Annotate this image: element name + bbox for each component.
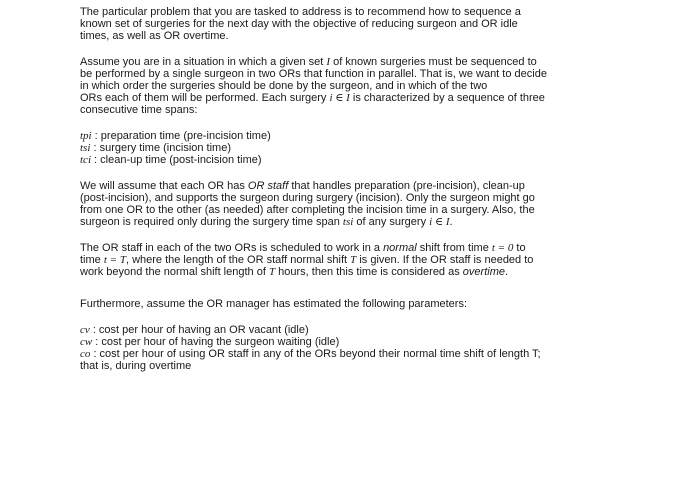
list-item-continuation: that is, during overtime [80, 360, 192, 372]
list-item: cw : cost per hour of having the surgeon waiting (idle) [80, 336, 340, 348]
text-line: surgeon is required only during the surgery time span tsi of any surgery i ∈ I. [80, 216, 453, 228]
math-symbol: tsi [342, 216, 354, 228]
text-line: work beyond the normal shift length of T hours, then this time is considered as overtime. [80, 266, 509, 278]
text-line: Assume you are in a situation in which a given set I of known surgeries must be sequenced to [80, 56, 537, 68]
math-symbol: tpi [80, 130, 92, 142]
math-expression: t = T [103, 254, 126, 266]
paragraph-assumption [80, 56, 620, 116]
text-line: known set of surgeries for the next day with the objective of reducing surgeon and OR idle [80, 18, 518, 30]
text-line: ORs each of them will be performed. Each surgery i ∈ I is characterized by a sequence of three [80, 92, 545, 104]
list-item: cv : cost per hour of having an OR vacant (idle) [80, 324, 309, 336]
math-symbol: T [268, 266, 276, 278]
emphasis-overtime: overtime [462, 266, 505, 278]
paragraph-or-staff [80, 180, 620, 228]
time-spans-list [80, 130, 620, 166]
math-symbol: co [80, 348, 91, 360]
text-line: times, as well as OR overtime. [80, 30, 229, 42]
text-line: The particular problem that you are tasked to address is to recommend how to sequence a [80, 6, 521, 18]
list-item: co : cost per hour of using OR staff in any of the ORs beyond their normal time shift of length T; [80, 348, 541, 360]
math-expression: t = 0 [491, 242, 514, 254]
text-line: Furthermore, assume the OR manager has estimated the following parameters: [80, 298, 468, 310]
list-item: tsi : surgery time (incision time) [80, 142, 231, 154]
emphasis-normal: normal [383, 242, 417, 254]
text-line: time t = T, where the length of the OR staff normal shift T is given. If the OR staff is needed to [80, 254, 534, 266]
math-symbol: cw [80, 336, 93, 348]
math-i-in-I: i ∈ I [429, 216, 450, 228]
text-line: consecutive time spans: [80, 104, 198, 116]
paragraph-parameters-intro [80, 298, 620, 310]
paragraph-intro [80, 6, 620, 42]
math-symbol: cv [80, 324, 90, 336]
emphasis-or-staff: OR staff [247, 180, 289, 192]
text-line: in which order the surgeries should be done by the surgeon, and in which of the two [80, 80, 488, 92]
math-symbol: tsi [80, 142, 91, 154]
math-symbol: T [350, 254, 357, 266]
text-line: from one OR to the other (as needed) after completing the incision time in a surgery. Also, the [80, 204, 535, 216]
paragraph-shift [80, 242, 620, 278]
list-item: tpi : preparation time (pre-incision time) [80, 130, 271, 142]
math-i-in-I: i ∈ I [329, 92, 350, 104]
text-line: The OR staff in each of the two ORs is scheduled to work in a normal shift from time t = 0 to [80, 242, 526, 254]
text-line: be performed by a single surgeon in two ORs that function in parallel. That is, we want to decide [80, 68, 547, 80]
parameters-list [80, 324, 620, 372]
text-line: (post-incision), and supports the surgeon during surgery (incision). Only the surgeon might go [80, 192, 535, 204]
math-set-I: I [326, 56, 331, 68]
list-item: tci : clean-up time (post-incision time) [80, 154, 262, 166]
text-line: We will assume that each OR has OR staff that handles preparation (pre-incision), clean-up [80, 180, 525, 192]
math-symbol: tci [80, 154, 91, 166]
